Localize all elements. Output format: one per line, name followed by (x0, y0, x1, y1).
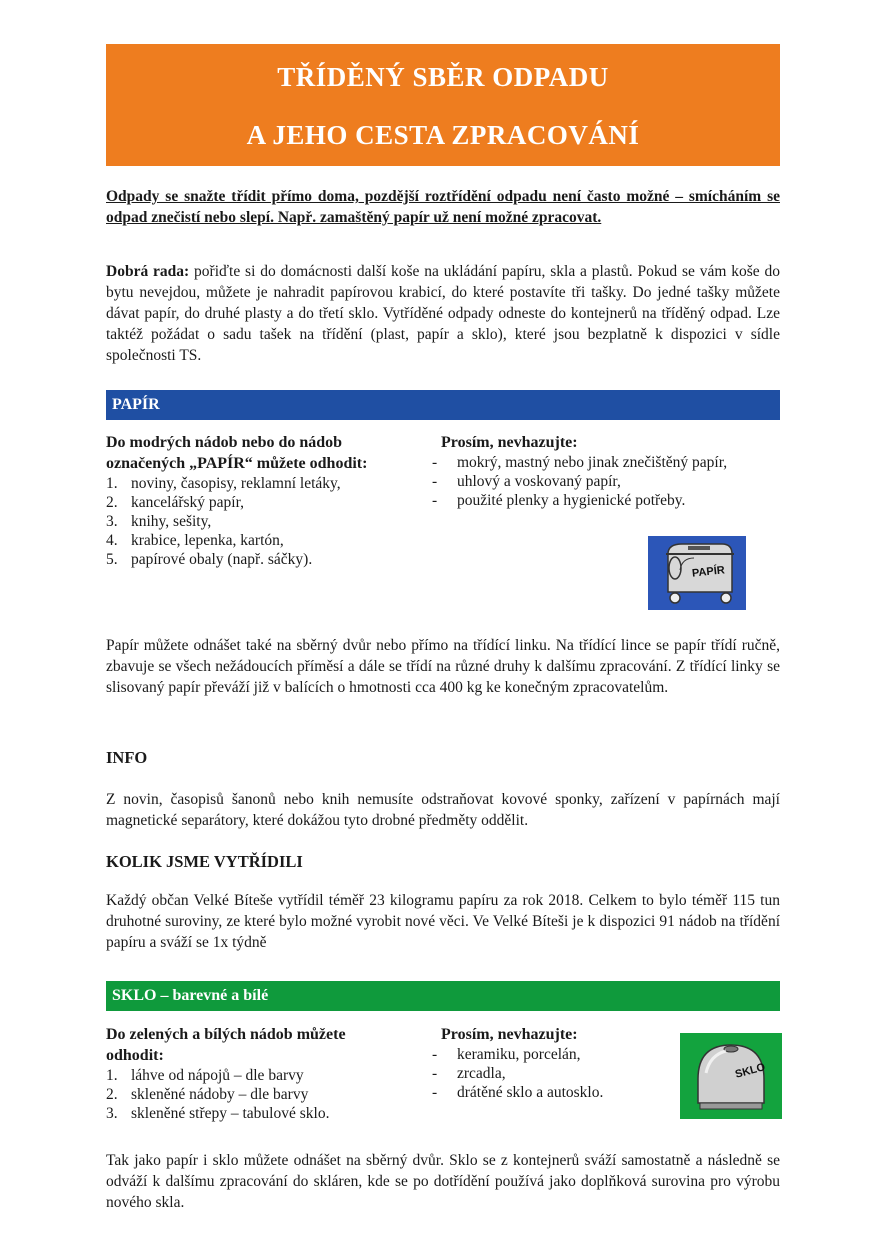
list-item: 4. krabice, lepenka, kartón, (106, 532, 284, 549)
list-item: 1. láhve od nápojů – dle barvy (106, 1067, 304, 1084)
glass-bin-icon (680, 1033, 782, 1119)
paper-forbidden-column (432, 432, 752, 510)
paper-allowed-heading-2: označených „PAPÍR“ můžete odhodit: (106, 455, 368, 472)
paper-paragraph: Papír můžete odnášet také na sběrný dvůr nebo přímo na třídící linku. Na třídící lince se papír třídí ručně, zbavuje se všech nežádoucích příměsí a dále se třídí na různé druhy k dalšímu zpracování. Z třídící linky se slisovaný papír převáží již v balících o hmotnosti cca 400 kg ke konečným zpracovatelům. (106, 637, 780, 696)
paper-allowed-list (106, 474, 426, 569)
info-heading: INFO (106, 748, 148, 767)
paper-section-bar: PAPÍR (106, 390, 780, 420)
list-item: - uhlový a voskovaný papír, (432, 473, 621, 490)
list-item: 3. skleněné střepy – tabulové sklo. (106, 1105, 330, 1122)
list-item: - mokrý, mastný nebo jinak znečištěný papír, (432, 454, 728, 471)
paper-allowed-heading-1: Do modrých nádob nebo do nádob (106, 434, 343, 451)
paper-forbidden-heading: Prosím, nevhazujte: (441, 434, 578, 451)
stats-text: Každý občan Velké Bíteše vytřídil téměř 23 kilogramu papíru za rok 2018. Celkem to bylo téměř 115 tun druhotné suroviny, ze které bylo možné vyrobit nové věci. Ve Velké Bíteši je k dispozici 91 nádob na třídění papíru a sváží se 1x týdně (106, 892, 780, 951)
glass-allowed-column (106, 1024, 426, 1123)
info-text: Z novin, časopisů šanonů nebo knih nemusíte odstraňovat kovové sponky, zařízení v papírnách mají magnetické separátory, které dokážou tyto drobné předměty oddělit. (106, 791, 780, 829)
glass-paragraph: Tak jako papír i sklo můžete odnášet na sběrný dvůr. Sklo se z kontejnerů sváží samostatně a následně se odváží k dalšímu zpracování do skláren, kde se po dotřídění používá jako doplňková surovina pro výrobu nového skla. (106, 1152, 780, 1211)
title-line-2: A JEHO CESTA ZPRACOVÁNÍ (246, 120, 640, 150)
list-item: - keramiku, porcelán, (432, 1046, 581, 1063)
list-item: - zrcadla, (432, 1065, 506, 1082)
list-item: 2. skleněné nádoby – dle barvy (106, 1086, 309, 1103)
paper-allowed-column (106, 432, 426, 569)
paper-bin-label: PAPÍR (691, 564, 726, 580)
glass-allowed-heading-2: odhodit: (106, 1047, 164, 1064)
glass-allowed-list (106, 1066, 426, 1123)
list-item: - použité plenky a hygienické potřeby. (432, 492, 686, 509)
list-item: 5. papírové obaly (např. sáčky). (106, 551, 313, 568)
tip-label: Dobrá rada: (106, 263, 190, 280)
title-line-1: TŘÍDĚNÝ SBĚR ODPADU (277, 62, 609, 92)
stats-heading: KOLIK JSME VYTŘÍDILI (106, 852, 303, 871)
list-item: - drátěné sklo a autosklo. (432, 1084, 604, 1101)
glass-allowed-heading-1: Do zelených a bílých nádob můžete (106, 1026, 346, 1043)
paper-bin-icon (648, 536, 746, 610)
list-item: 2. kancelářský papír, (106, 494, 244, 511)
glass-forbidden-column (432, 1024, 672, 1102)
glass-forbidden-heading: Prosím, nevhazujte: (441, 1026, 578, 1043)
title-banner (106, 44, 780, 166)
glass-bin-label: SKLO (733, 1061, 767, 1081)
intro-tip (106, 261, 780, 366)
glass-section-bar: SKLO – barevné a bílé (106, 981, 780, 1011)
glass-forbidden-list (432, 1045, 672, 1102)
intro-lead: Odpady se snažte třídit přímo doma, pozdější roztřídění odpadu není často možné – smícháním se odpad znečistí nebo slepí. Např. zamaštěný papír už není možné zpracovat. (106, 188, 780, 226)
list-item: 3. knihy, sešity, (106, 513, 212, 530)
tip-text: pořiďte si do domácnosti další koše na ukládání papíru, skla a plastů. Pokud se vám koše do bytu nevejdou, můžete je nahradit papírovou krabicí, do které postavíte tři tašky. Do jedné tašky můžete dávat papír, do druhé plasty a do třetí sklo. Vytříděné odpady odneste do kontejnerů na tříděný odpad. Lze taktéž požádat o sadu tašek na třídění (plast, papír a sklo), které jsou bezplatně k dispozici v sídle společnosti TS. (106, 263, 780, 364)
paper-forbidden-list (432, 453, 732, 510)
list-item: 1. noviny, časopisy, reklamní letáky, (106, 475, 341, 492)
